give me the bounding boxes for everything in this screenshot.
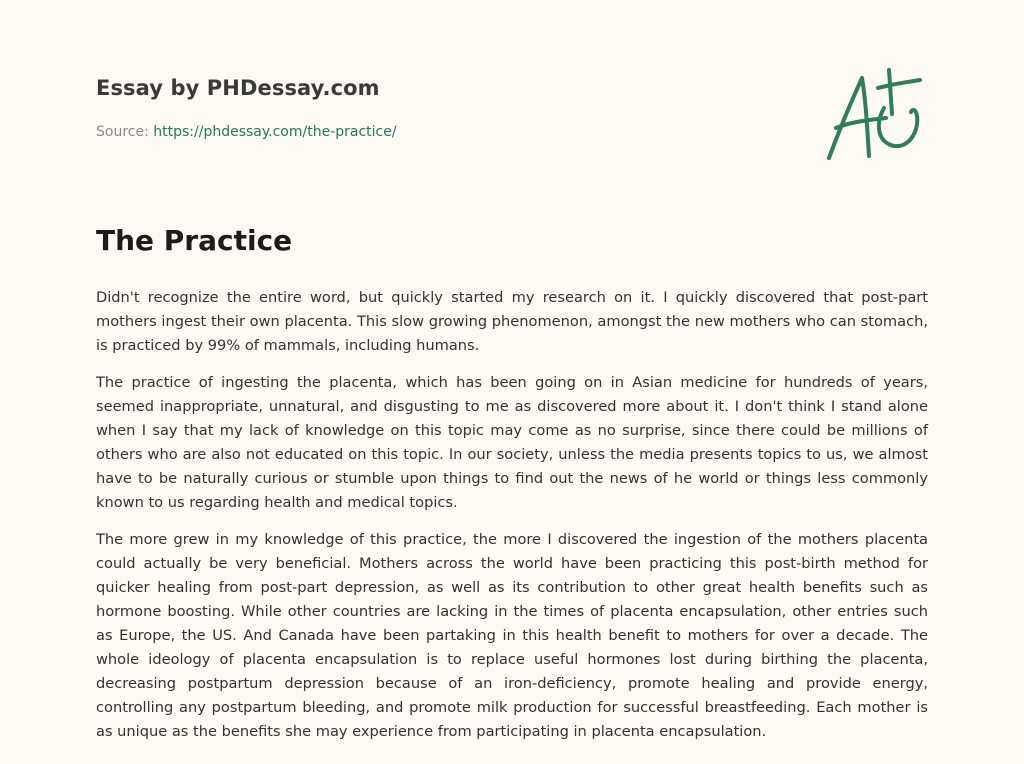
essay-title: The Practice: [96, 224, 293, 257]
essay-body: [96, 286, 928, 757]
site-title: Essay by PHDessay.com: [96, 76, 380, 100]
essay-paragraph: Didn't recognize the entire word, but quickly started my research on it. I quickly discovered that post-part mothers ingest their own placenta. This slow growing phenomenon, amongst the new mothers who can stomach, is practiced by 99% of mammals, including humans.: [96, 289, 928, 354]
source-link[interactable]: https://phdessay.com/the-practice/: [153, 124, 397, 140]
a-plus-grade-icon: [820, 66, 932, 166]
source-line: [96, 124, 397, 140]
source-label: Source:: [96, 124, 154, 140]
essay-paragraph: The practice of ingesting the placenta, which has been going on in Asian medicine for hundreds of years, seemed inappropriate, unnatural, and disgusting to me as discovered more about it. I don't think I stand alone when I say that my lack of knowledge on this topic may come as no surprise, since there could be millions of others who are also not educated on this topic. In our society, unless the media presents topics to us, we almost have to be naturally curious or stumble upon things to find out the news of he world or things less commonly known to us regarding health and medical topics.: [96, 374, 928, 511]
essay-paragraph: The more grew in my knowledge of this practice, the more I discovered the ingestion of the mothers placenta could actually be very beneficial. Mothers across the world have been practicing this post-birth method for quicker healing from post-part depression, as well as its contribution to other great health benefits such as hormone boosting. While other countries are lacking in the times of placenta encapsulation, other entries such as Europe, the US. And Canada have been partaking in this health benefit to mothers for over a decade. The whole ideology of placenta encapsulation is to replace useful hormones lost during birthing the placenta, decreasing postpartum depression because of an iron-deficiency, promote healing and provide energy, controlling any postpartum bleeding, and promote milk production for successful breastfeeding. Each mother is as unique as the benefits she may experience from participating in placenta encapsulation.: [96, 531, 928, 740]
